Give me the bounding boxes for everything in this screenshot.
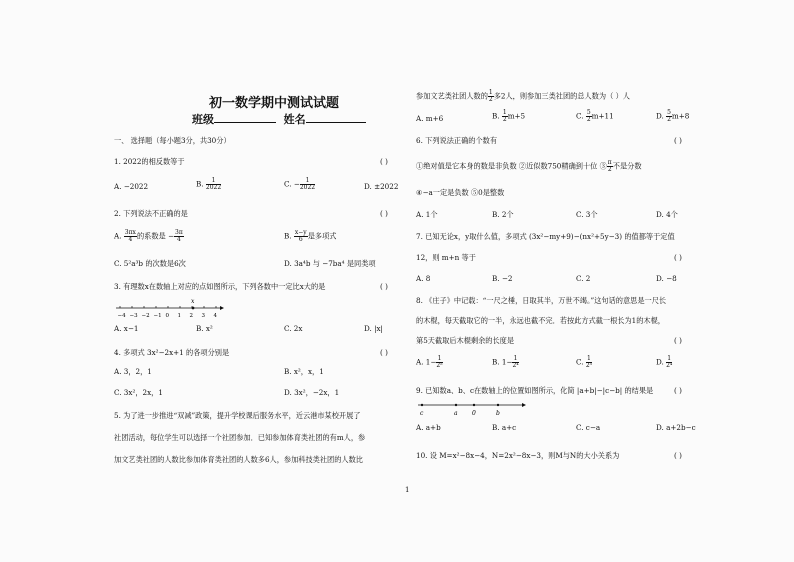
name-blank bbox=[306, 112, 366, 123]
q9-point bbox=[421, 404, 423, 406]
q5-line-2: 社团活动，每位学生可以选择一个社团参加．已知参加体育类社团的有m人，参 bbox=[114, 433, 366, 442]
q3-x-point bbox=[192, 307, 195, 310]
q4-option-c: C. 3x²，2x，1 bbox=[114, 388, 163, 397]
q5-line-3: 加文艺类社团的人数比参加体育类社团的人数多6人，参加科技类社团的人数比 bbox=[114, 455, 363, 464]
q4-answer-paren: ( ) bbox=[380, 348, 388, 357]
q7-answer-paren: ( ) bbox=[674, 253, 682, 262]
q3-x-point-label: x bbox=[191, 298, 195, 305]
q4-option-d: D. 3x²，−2x，1 bbox=[284, 388, 340, 397]
q3-tick-label: 4 bbox=[213, 313, 217, 319]
q7-option-a: A. 8 bbox=[416, 274, 431, 283]
q5-line-4: 参加文艺类社团人数的 $\frac{1}{2}$ 多2人，则参加三类社团的总人数为（ ）人 bbox=[416, 89, 630, 103]
q9-point-label: 0 bbox=[472, 410, 476, 417]
q9-point-label: c bbox=[420, 410, 424, 417]
q5-option-d: D. $\frac{5}{2}$ m+8 bbox=[656, 109, 690, 123]
q9-stem: 9. 已知数a、b、c在数轴上的位置如图所示，化简 |a+b|−|c−b| 的结果是 bbox=[416, 386, 654, 395]
q4-stem: 4. 多项式 3x²−2x+1 的各项分别是 bbox=[114, 348, 230, 357]
q7-option-d: D. −8 bbox=[656, 274, 677, 283]
q8-line-1: 8. 《庄子》中记载：“一尺之棰，日取其半，万世不竭。”这句话的意思是一尺长 bbox=[416, 296, 667, 305]
q5-option-c: C. $\frac{5}{2}$ m+11 bbox=[576, 109, 614, 123]
q6-option-b: B. 2个 bbox=[492, 210, 514, 219]
q8-option-b: B. 1− $\frac{1}{\text{2⁴}}$ bbox=[492, 355, 519, 369]
q3-tick-label: 1 bbox=[177, 313, 181, 319]
q6-answer-paren: ( ) bbox=[674, 136, 682, 145]
q6-option-d: D. 4个 bbox=[656, 210, 678, 219]
q8-option-a: A. 1− $\frac{1}{\text{2⁵}}$ bbox=[416, 355, 443, 369]
class-label: 班级 bbox=[192, 113, 214, 126]
q3-tick-label: 3 bbox=[201, 313, 205, 319]
q8-line-3: 第5天截取后木棍剩余的长度是 bbox=[416, 336, 515, 345]
q7-line-1: 7. 已知无论x，y取什么值，多项式 (3x²−my+9)−(nx²+5y−3) 的值都等于定值 bbox=[416, 232, 675, 241]
q3-option-b: B. x² bbox=[196, 324, 213, 333]
q9-number-line bbox=[416, 398, 528, 420]
q1-option-d: D. ±2022 bbox=[364, 182, 399, 191]
q7-line-2: 12，则 m+n 等于 bbox=[416, 253, 476, 262]
q3-number-line bbox=[114, 298, 224, 320]
q3-tick-label: −4 bbox=[117, 313, 126, 319]
q2-option-a: A. $\frac{3\pi x}{4}$ 的系数是 − $\frac{3\pi}{4}$ bbox=[114, 229, 183, 243]
page-title: 初一数学期中测试试题 bbox=[209, 96, 340, 111]
q9-option-b: B. a+c bbox=[492, 423, 517, 432]
section-heading: 一、 选择题（每小题3分，共30分） bbox=[114, 136, 231, 145]
q8-answer-paren: ( ) bbox=[674, 336, 682, 345]
q4-option-b: B. x²，x，1 bbox=[284, 367, 324, 376]
q10-stem: 10. 设 M=x²−8x−4，N=2x²−8x−3，则M与N的大小关系为 bbox=[416, 451, 620, 460]
q5-line-1: 5. 为了进一步推进“双减”政策，提升学校课后服务水平，近云港市某校开展了 bbox=[114, 411, 361, 420]
q1-stem: 1. 2022的相反数等于 bbox=[114, 157, 185, 166]
q6-stem: 6. 下列说法正确的个数有 bbox=[416, 136, 498, 145]
q2-answer-paren: ( ) bbox=[380, 209, 388, 218]
q9-point-label: a bbox=[454, 410, 458, 417]
q5-option-b: B. $\frac{1}{2}$ m+5 bbox=[492, 109, 526, 123]
class-blank bbox=[214, 112, 276, 123]
q8-option-c: C. $\frac{1}{\text{2⁵}}$ bbox=[576, 355, 593, 369]
q3-answer-paren: ( ) bbox=[380, 282, 388, 291]
q3-tick-label: −2 bbox=[141, 313, 150, 319]
q9-point-label: b bbox=[496, 410, 500, 417]
q3-option-a: A. x−1 bbox=[114, 324, 139, 333]
q6-statements-1: ①绝对值是它本身的数是非负数 ②近似数750精确到十位 ③ $\frac{\pi}{2}$ 不是分数 bbox=[416, 159, 642, 173]
q9-point bbox=[497, 404, 499, 406]
q8-option-d: D. $\frac{1}{\text{2⁴}}$ bbox=[656, 355, 673, 369]
q3-option-c: C. 2x bbox=[284, 324, 303, 333]
q6-statements-2: ④−a一定是负数 ⑤0是整数 bbox=[416, 188, 505, 197]
class-name-line bbox=[192, 111, 366, 127]
q1-option-a: A. −2022 bbox=[114, 182, 149, 191]
q3-tick-label: 2 bbox=[189, 313, 193, 319]
q6-option-a: A. 1个 bbox=[416, 210, 438, 219]
q9-option-a: A. a+b bbox=[416, 423, 441, 432]
q3-tick-label: −1 bbox=[153, 313, 162, 319]
q9-point bbox=[473, 404, 475, 406]
q7-option-b: B. −2 bbox=[492, 274, 513, 283]
q9-option-d: D. a+2b−c bbox=[656, 423, 696, 432]
q5-option-a: A. m+6 bbox=[416, 114, 444, 123]
q9-answer-paren: ( ) bbox=[674, 386, 682, 395]
q10-answer-paren: ( ) bbox=[674, 451, 682, 460]
q2-stem: 2. 下列说法不正确的是 bbox=[114, 209, 188, 218]
q1-option-c: C. − $\frac{1}{2022}$ bbox=[284, 177, 316, 191]
q9-point bbox=[455, 404, 457, 406]
name-label: 姓名 bbox=[283, 113, 306, 126]
q4-option-a: A. 3，2，1 bbox=[114, 367, 152, 376]
q2-option-c: C. 5²a³b 的次数是6次 bbox=[114, 259, 186, 268]
q3-tick-label: −3 bbox=[129, 313, 138, 319]
page-number: 1 bbox=[405, 486, 410, 494]
q1-answer-paren: ( ) bbox=[380, 157, 388, 166]
q6-option-c: C. 3个 bbox=[576, 210, 598, 219]
q2-option-b: B. $\frac{x-y}{6}$ 是多项式 bbox=[284, 229, 337, 243]
q1-option-b: B. $\frac{1}{2022}$ bbox=[196, 177, 222, 191]
q8-line-2: 的木棍，每天截取它的一半，永远也截不完．若按此方式截一根长为1的木棍， bbox=[416, 316, 665, 325]
q2-option-d: D. 3a⁴b 与 −7ba⁴ 是同类项 bbox=[284, 259, 376, 268]
q3-option-d: D. |x| bbox=[364, 324, 383, 333]
exam-page bbox=[104, 78, 704, 498]
q7-option-c: C. 2 bbox=[576, 274, 591, 283]
q3-stem: 3. 有理数x在数轴上对应的点如图所示，下列各数中一定比x大的是 bbox=[114, 282, 326, 291]
q3-tick-label: 0 bbox=[165, 313, 169, 319]
q9-option-c: C. c−a bbox=[576, 423, 601, 432]
